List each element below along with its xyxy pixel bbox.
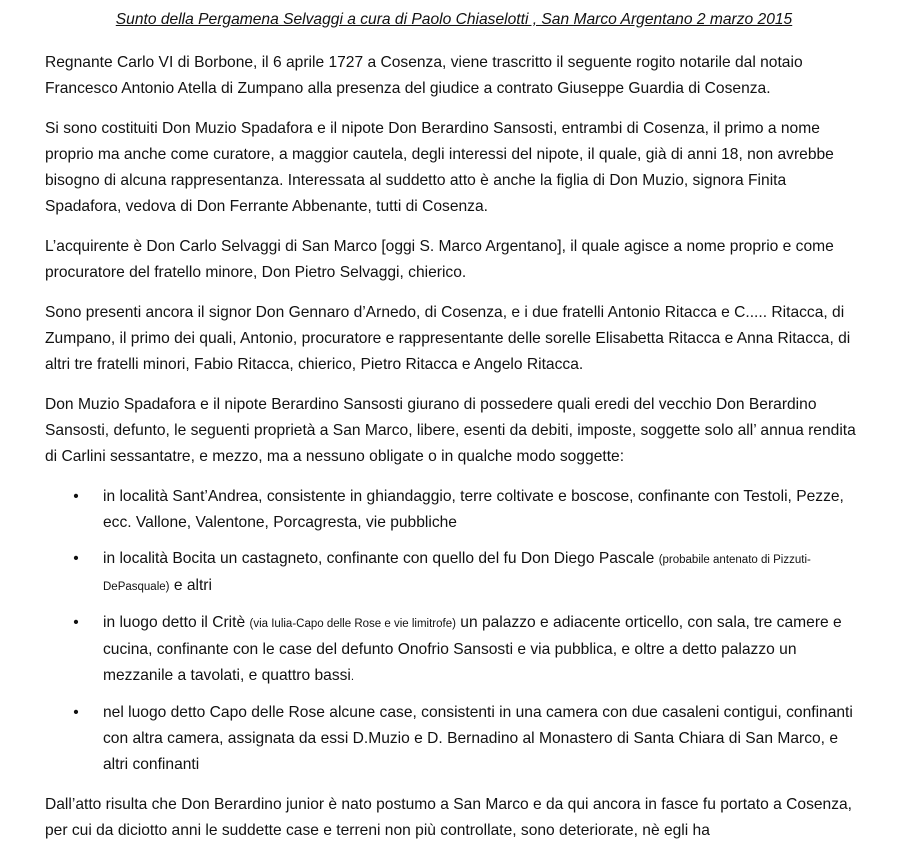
bullet-icon: • bbox=[73, 704, 79, 721]
list-item-note: (probabile antenato di Pizzuti-DePasquale) bbox=[103, 554, 811, 593]
paragraph-buyer: L’acquirente è Don Carlo Selvaggi di San Marco [oggi S. Marco Argentano], il quale agisce a nome proprio e come procuratore del fratello minore, Don Pietro Selvaggi, chierico. bbox=[45, 238, 834, 281]
list-item bbox=[45, 700, 863, 778]
list-item-text-end: e altri bbox=[169, 577, 212, 594]
bullet-icon: • bbox=[73, 550, 79, 567]
list-item-text: in località Sant’Andrea, consistente in ghiandaggio, terre coltivate e boscose, confinante con Testoli, Pezze, ecc. Vallone, Valentone, Porcagresta, vie pubbliche bbox=[103, 488, 844, 531]
list-item bbox=[45, 546, 863, 600]
list-item-period: . bbox=[350, 671, 355, 683]
list-item-note: (via Iulia-Capo delle Rose e vie limitrofe) bbox=[249, 618, 456, 630]
paragraph-properties-intro: Don Muzio Spadafora e il nipote Berardino Sansosti giurano di possedere quali eredi del vecchio Don Berardino Sansosti, defunto, le seguenti proprietà a San Marco, libere, esenti da debiti, imposte, soggette solo all’ annua rendita di Carlini sessantatre, e mezzo, ma a nessuno obligate o in qualche modo soggette: bbox=[45, 396, 856, 465]
list-item bbox=[45, 484, 863, 536]
paragraph-parties: Si sono costituiti Don Muzio Spadafora e il nipote Don Berardino Sansosti, entrambi di Cosenza, il primo a nome proprio ma anche come curatore, a maggior cautela, degli interessi del nipote, il quale, già di anni 18, non avrebbe bisogno di alcuna rappresentanza. Interessata al suddetto atto è anche la figlia di Don Muzio, signora Finita Spadafora, vedova di Don Ferrante Abbenante, tutti di Cosenza. bbox=[45, 120, 834, 215]
list-item bbox=[45, 610, 863, 690]
bullet-icon: • bbox=[73, 614, 79, 631]
list-item-text-end: un palazzo e adiacente orticello, con sala, tre camere e cucina, confinante con le case del defunto Onofrio Sansosti e via pubblica, e oltre a detto palazzo un mezzanile a tavolati, e quattro bassi bbox=[103, 614, 842, 684]
list-item-text: in località Bocita un castagneto, confinante con quello del fu Don Diego Pascale bbox=[103, 550, 659, 567]
paragraph-intro: Regnante Carlo VI di Borbone, il 6 aprile 1727 a Cosenza, viene trascritto il seguente rogito notarile dal notaio Francesco Antonio Atella di Zumpano alla presenza del giudice a contrato Giuseppe Guardia di Cosenza. bbox=[45, 54, 803, 97]
document-title: Sunto della Pergamena Selvaggi a cura di Paolo Chiaselotti , San Marco Argentano 2 marzo 2015 bbox=[115, 11, 793, 28]
bullet-icon: • bbox=[73, 488, 79, 505]
paragraph-witnesses: Sono presenti ancora il signor Don Gennaro d’Arnedo, di Cosenza, e i due fratelli Antonio Ritacca e C..... Ritacca, di Zumpano, il primo dei quali, Antonio, procuratore e rappresentante delle sorelle Elisabetta Ritacca e Anna Ritacca, di altri tre fratelli minori, Fabio Ritacca, chierico, Pietro Ritacca e Angelo Ritacca. bbox=[45, 304, 851, 373]
list-item-text: nel luogo detto Capo delle Rose alcune case, consistenti in una camera con due casaleni contigui, confinanti con altra camera, assignata da essi D.Muzio e D. Bernadino al Monastero di Santa Chiara di San Marco, e altri confinanti bbox=[103, 704, 853, 773]
list-item-text: in luogo detto il Critè bbox=[103, 614, 250, 631]
property-list bbox=[45, 484, 863, 778]
paragraph-closing: Dall’atto risulta che Don Berardino junior è nato postumo a San Marco e da qui ancora in fasce fu portato a Cosenza, per cui da diciotto anni le suddette case e terreni non più controllate, sono deteriorate, nè egli ha bbox=[45, 796, 853, 839]
